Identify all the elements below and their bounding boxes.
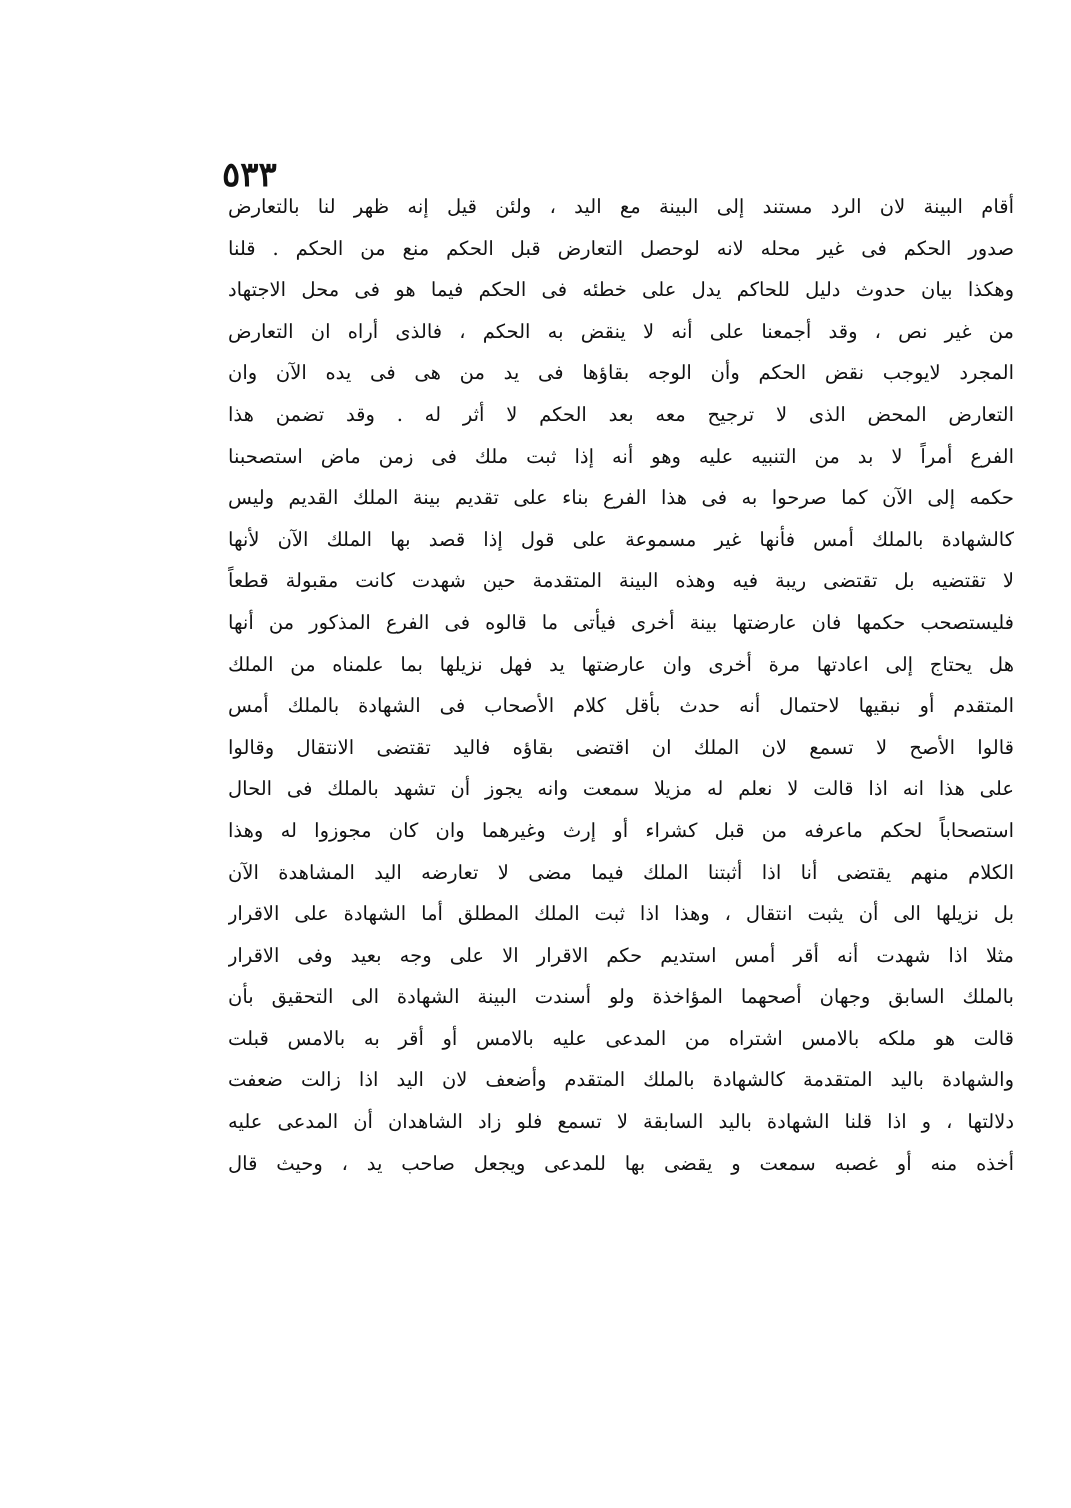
text-line: والشهادة باليد المتقدمة كالشهادة بالملك المتقدم وأضعف لان اليد اذا زالت ضعفت <box>228 1068 1014 1092</box>
text-line: على هذا انه اذا قالت لا نعلم له مزيلا سمعت وانه يجوز أن تشهد بالملك فى الحال <box>228 777 1014 801</box>
body-text <box>228 186 1014 1184</box>
text-line: لا تقتضيه بل تقتضى ريبة فيه وهذه البينة المتقدمة حين شهدت كانت مقبولة قطعاً <box>228 569 1014 593</box>
text-line: حكمه إلى الآن كما صرحوا به فى هذا الفرع بناء على تقديم بينة الملك القديم وليس <box>228 486 1014 510</box>
text-line: مثلا اذا شهدت أنه أقر أمس استديم حكم الاقرار الا على وجه بعيد وفى الاقرار <box>228 943 1014 967</box>
text-line: المجرد لايوجب نقض الحكم وأن الوجه بقاؤها فى يد من هى فى يده الآن وان <box>228 361 1014 385</box>
text-line: أقام البينة لان الرد مستند إلى البينة مع اليد ، ولئن قيل إنه ظهر لنا بالتعارض <box>228 195 1014 218</box>
text-line: الكلام منهم يقتضى أنا اذا أثبتنا الملك فيما مضى لا تعارضه اليد المشاهدة الآن <box>228 860 1014 884</box>
text-line: من غير نص ، وقد أجمعنا على أنه لا ينقض به الحكم ، فالذى أراه ان التعارض <box>228 319 1014 343</box>
text-line: صدور الحكم فى غير محله لانه لوحصل التعارض قبل الحكم منع من الحكم . قلنا <box>228 236 1014 260</box>
text-line: أخذه منه أو غصبه سمعت و يقضى بها للمدعى ويجعل صاحب يد ، وحيث قال <box>228 1151 1014 1175</box>
text-line: المتقدم أو نبقيها لاحتمال أنه حدث بأقل كلام الأصحاب فى الشهادة بالملك أمس <box>228 694 1014 718</box>
text-line: وهكذا بيان حدوث دليل للحاكم يدل على خطئه فى الحكم فيما هو فى محل الاجتهاد <box>228 278 1014 302</box>
text-line: دلالتها ، و اذا قلنا الشهادة باليد السابقة لا تسمع فلو زاد الشاهدان أن المدعى عليه <box>228 1110 1014 1134</box>
text-line: قالوا الأصح لا تسمع لان الملك ان اقتضى بقاؤه فاليد تقتضى الانتقال وقالوا <box>228 735 1014 759</box>
text-line: بالملك السابق وجهان أصحهما المؤاخذة ولو أسندت البينة الشهادة الى التحقيق بأن <box>228 985 1014 1009</box>
text-line: كالشهادة بالملك أمس فأنها غير مسموعة على قول إذا قصد بها الملك الآن لأنها <box>228 527 1014 551</box>
text-line: استصحاباً لحكم ماعرفه من قبل كشراء أو إرث وغيرهما وان كان مجوزوا له وهذا <box>228 818 1014 842</box>
page-number: ٥٣٣ <box>222 155 277 195</box>
text-line: قالت هو ملكه بالامس اشتراه من المدعى عليه بالامس أو أقر به بالامس قبلت <box>228 1026 1014 1050</box>
text-line: فليستصحب حكمها فان عارضتها بينة أخرى فيأتى ما قالوه فى الفرع المذكور من أنها <box>228 610 1014 634</box>
text-line: بل نزيلها الى أن يثبت انتقال ، وهذا اذا ثبت الملك المطلق أما الشهادة على الاقرار <box>228 902 1014 926</box>
text-line: التعارض المحض الذى لا ترجيح معه بعد الحكم لا أثر له . وقد تضمن هذا <box>228 402 1014 426</box>
text-line: هل يحتاج إلى اعادتها مرة أخرى وان عارضتها يد فهل نزيلها بما علمناه من الملك <box>228 652 1014 676</box>
text-line: الفرع أمراً لا بد من التنبيه عليه وهو أنه إذا ثبت ملك فى زمن ماض استصحبنا <box>228 444 1014 468</box>
